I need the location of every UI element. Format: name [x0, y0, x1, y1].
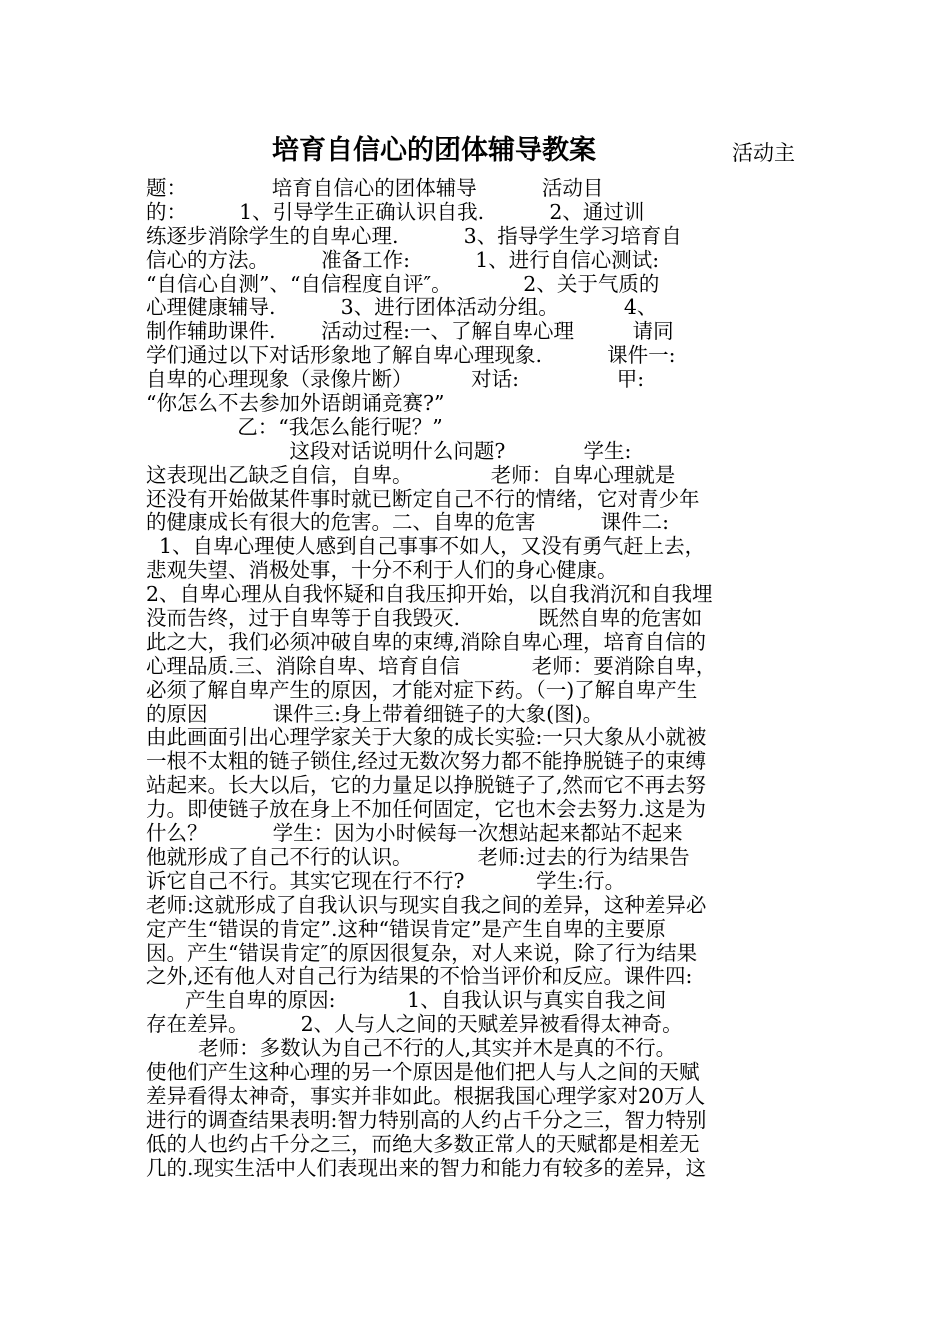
body-line: 差异看得太神奇，事实并非如此。根据我国心理学家对20万人	[146, 1084, 706, 1108]
body-text	[146, 177, 814, 1180]
body-line: “你怎么不去参加外语朗诵竞赛?”	[146, 392, 445, 416]
body-line: “自信心自测”、“自信程度自评″。 2、关于气质的	[146, 272, 660, 296]
body-line: 站起来。长大以后，它的力量足以挣脱链子了,然而它不再去努	[146, 774, 707, 798]
body-line: 老师:这就形成了自我认识与现实自我之间的差异，这种差异必	[146, 893, 707, 917]
body-line: 自卑的心理现象（录像片断） 对话: 甲:	[146, 368, 645, 392]
body-line: 什么？ 学生：因为小时候每一次想站起来都站不起来	[146, 822, 683, 846]
body-line: 因。产生“错误肯定″的原因很复杂，对人来说，除了行为结果	[146, 941, 698, 965]
body-line: 心理品质.三、消除自卑、培育自信 老师：要消除自卑，	[146, 654, 717, 678]
body-line: 使他们产生这种心理的另一个原因是他们把人与人之间的天赋	[146, 1060, 700, 1084]
body-line: 练逐步消除学生的自卑心理. 3、指导学生学习培育自	[146, 224, 682, 248]
body-line: 的健康成长有很大的危害。二、自卑的危害 课件二:	[146, 511, 670, 535]
document-title: 培育自信心的团体辅导教案	[272, 135, 596, 166]
body-line: 诉它自己不行。其实它现在行不行? 学生:行。	[146, 869, 626, 893]
body-line: 还没有开始做某件事时就已断定自己不行的情绪，它对青少年	[146, 487, 700, 511]
body-line: 这段对话说明什么问题? 学生:	[146, 439, 632, 463]
body-line: 力。即使链子放在身上不加任何固定，它也木会去努力.这是为	[146, 798, 707, 822]
body-line: 定产生“错误的肯定”.这种“错误肯定”是产生自卑的主要原	[146, 917, 666, 941]
body-line: 进行的调查结果表明:智力特别高的人约占千分之三，智力特别	[146, 1108, 707, 1132]
body-line: 老师：多数认为自己不行的人,其实并木是真的不行。	[146, 1037, 677, 1061]
body-line: 此之大，我们必须冲破自卑的束缚,消除自卑心理，培育自信的	[146, 630, 707, 654]
body-line: 之外,还有他人对自己行为结果的不恰当评价和反应。课件四:	[146, 965, 693, 989]
body-line: 他就形成了自己不行的认识。 老师:过去的行为结果告	[146, 845, 690, 869]
body-line: 的： 1、引导学生正确认识自我. 2、通过训	[146, 200, 645, 224]
body-line: 信心的方法。 准备工作: 1、进行自信心测试:	[146, 248, 660, 272]
body-line: 由此画面引出心理学家关于大象的成长实验:一只大象从小就被	[146, 726, 707, 750]
body-line: 一根不太粗的链子锁住,经过无数次努力都不能挣脱链子的束缚	[146, 750, 707, 774]
title-trailing-text: 活动主	[732, 141, 795, 165]
body-line: 产生自卑的原因: 1、自我认识与真实自我之间	[146, 989, 667, 1013]
body-line: 没而告终，过于自卑等于自我毁灭. 既然自卑的危害如	[146, 607, 703, 631]
body-line: 乙：“我怎么能行呢？”	[146, 415, 443, 439]
body-line: 心理健康辅导. 3、进行团体活动分组。 4、	[146, 296, 658, 320]
body-line: 悲观失望、消极处事，十分不利于人们的身心健康。	[146, 559, 618, 583]
body-line: 制作辅助课件. 活动过程:一、了解自卑心理 请同	[146, 320, 674, 344]
body-line: 必须了解自卑产生的原因，才能对症下药。（一)了解自卑产生	[146, 678, 698, 702]
body-line: 题： 培育自信心的团体辅导 活动目	[146, 177, 604, 200]
body-line: 2、自卑心理从自我怀疑和自我压抑开始，以自我消沉和自我埋	[146, 583, 713, 607]
body-line: 的原因 课件三:身上带着细链子的大象(图)。	[146, 702, 604, 726]
body-line: 这表现出乙缺乏自信，自卑。 老师：自卑心理就是	[146, 463, 676, 487]
body-line: 1、自卑心理使人感到自己事事不如人，又没有勇气赶上去，	[146, 535, 706, 559]
body-line: 存在差异。 2、人与人之间的天赋差异被看得太神奇。	[146, 1013, 683, 1037]
body-line: 低的人也约占千分之三，而绝大多数正常人的天赋都是相差无	[146, 1132, 700, 1156]
body-line: 学们通过以下对话形象地了解自卑心理现象. 课件一:	[146, 344, 676, 368]
body-line: 几的.现实生活中人们表现出来的智力和能力有较多的差异，这	[146, 1156, 707, 1180]
